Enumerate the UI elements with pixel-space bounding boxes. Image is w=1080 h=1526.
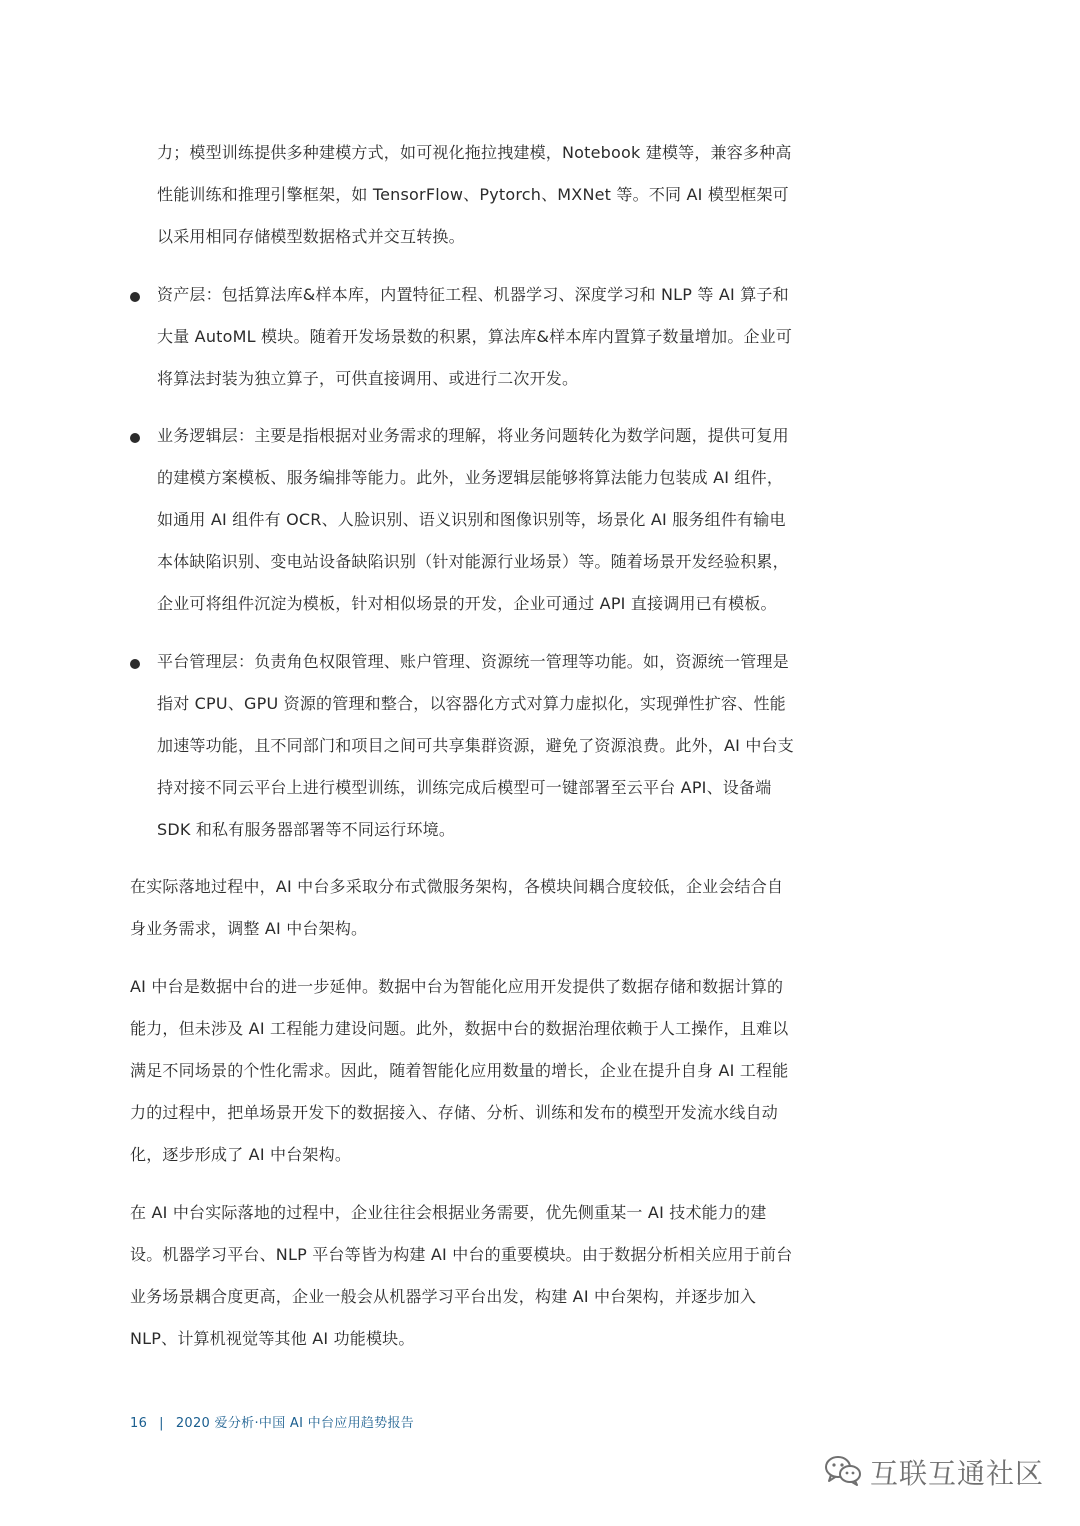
bullet-business-logic-layer: 业务逻辑层：主要是指根据对业务需求的理解，将业务问题转化为数学问题，提供可复用的建模方案模板、服务编排等能力。此外，业务逻辑层能够将算法能力包装成 AI 组件，如通用 AI 组件有 OCR、人脸识别、语义识别和图像识别等，场景化 AI 服务组件有输电本体缺陷识别、变电站设备缺陷识别（针对能源行业场景）等。随着场景开发经验积累，企业可将组件沉淀为模板，针对相似场景的开发，企业可通过 API 直接调用已有模板。: [157, 426, 789, 613]
watermark-text: 互联互通社区: [869, 1457, 1044, 1490]
report-title: 2020 爱分析·中国 AI 中台应用趋势报告: [175, 1416, 415, 1431]
paragraph-ai-platform-rollout: 在 AI 中台实际落地的过程中，企业往往会根据业务需要，优先侧重某一 AI 技术能力的建设。机器学习平台、NLP 平台等皆为构建 AI 中台的重要模块。由于数据分析相关应用于前台业务场景耦合度更高，企业一般会从机器学习平台出发，构建 AI 中台架构，并逐步加入 NLP、计算机视觉等其他 AI 功能模块。: [130, 1203, 793, 1348]
page-footer: [130, 1412, 414, 1431]
bullet-marker: [130, 292, 140, 302]
wechat-icon: [824, 1454, 862, 1490]
footer-separator: |: [159, 1416, 164, 1431]
bullet-asset-layer: 资产层：包括算法库&样本库，内置特征工程、机器学习、深度学习和 NLP 等 AI 算子和大量 AutoML 模块。随着开发场景数的积累，算法库&样本库内置算子数量增加。企业可将算法封装为独立算子，可供直接调用、或进行二次开发。: [157, 285, 793, 388]
paragraph-ai-platform-extension: AI 中台是数据中台的进一步延伸。数据中台为智能化应用开发提供了数据存储和数据计算的能力，但未涉及 AI 工程能力建设问题。此外，数据中台的数据治理依赖于人工操作，且难以满足不同场景的个性化需求。因此，随着智能化应用数量的增长，企业在提升自身 AI 工程能力的过程中，把单场景开发下的数据接入、存储、分析、训练和发布的模型开发流水线自动化，逐步形成了 AI 中台架构。: [130, 977, 789, 1164]
bullet-marker: [130, 659, 140, 669]
bullet-marker: [130, 433, 140, 443]
watermark: [824, 1452, 1044, 1492]
bullet-platform-management-layer: 平台管理层：负责角色权限管理、账户管理、资源统一管理等功能。如，资源统一管理是指对 CPU、GPU 资源的管理和整合，以容器化方式对算力虚拟化，实现弹性扩容、性能加速等功能，且不同部门和项目之间可共享集群资源，避免了资源浪费。此外，AI 中台支持对接不同云平台上进行模型训练，训练完成后模型可一键部署至云平台 API、设备端 SDK 和私有服务器部署等不同运行环境。: [157, 652, 794, 839]
paragraph-deployment-architecture: 在实际落地过程中，AI 中台多采取分布式微服务架构，各模块间耦合度较低，企业会结合自身业务需求，调整 AI 中台架构。: [130, 877, 784, 938]
paragraph-model-training-continued: 力；模型训练提供多种建模方式，如可视化拖拉拽建模，Notebook 建模等，兼容多种高性能训练和推理引擎框架，如 TensorFlow、Pytorch、MXNet 等。不同 AI 模型框架可以采用相同存储模型数据格式并交互转换。: [157, 143, 792, 246]
page-number: 16: [130, 1416, 148, 1431]
